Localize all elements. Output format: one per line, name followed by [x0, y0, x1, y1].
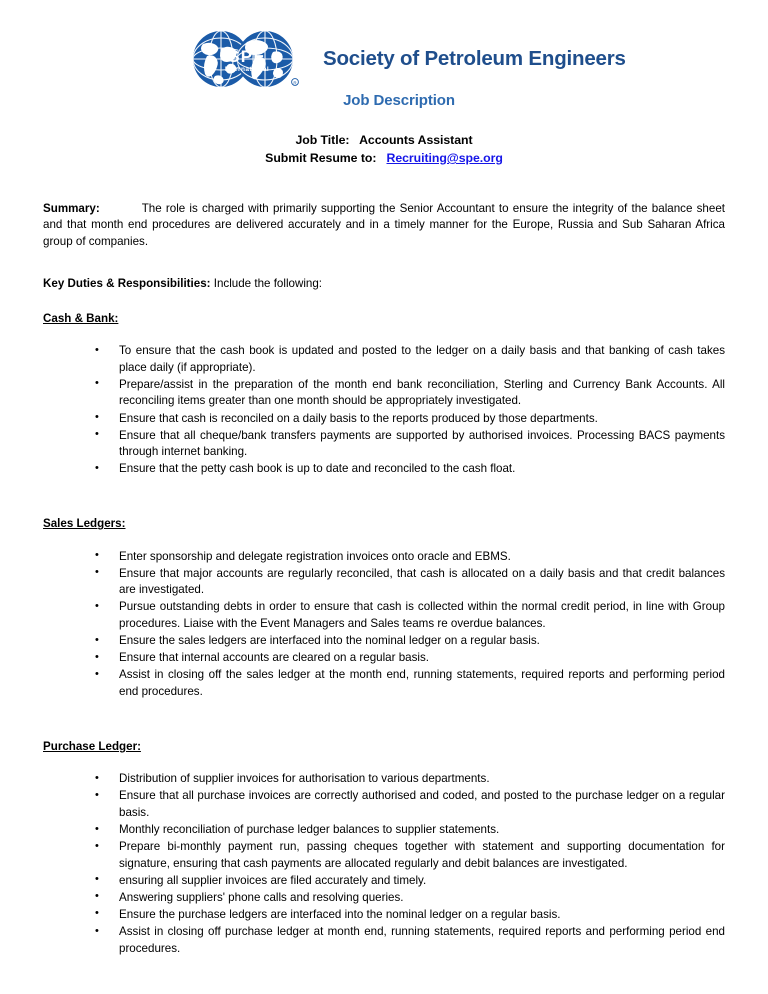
- key-duties-lead-text: Include the following:: [213, 277, 323, 291]
- svg-text:International: International: [224, 66, 270, 73]
- section-heading: Sales Ledgers:: [43, 517, 126, 531]
- list-item: • Assist in closing off the sales ledger at the month end, running statements, required reports and performing period end procedures.: [95, 667, 725, 700]
- submit-resume-label: Submit Resume to:: [265, 151, 377, 165]
- list-item: • Ensure that the petty cash book is up to date and reconciled to the cash float.: [95, 461, 725, 478]
- section-heading: Cash & Bank:: [43, 311, 119, 325]
- list-item: • Enter sponsorship and delegate registration invoices onto oracle and EBMS.: [95, 549, 725, 566]
- spe-globe-logo-icon: [185, 30, 309, 88]
- summary-label: Summary:: [43, 202, 100, 215]
- list-item: • To ensure that the cash book is updated and posted to the ledger on a daily basis and that banking of cash takes place daily (if appropriate).: [95, 343, 725, 376]
- key-duties-label: Key Duties & Responsibilities:: [43, 277, 211, 291]
- svg-text:R: R: [293, 80, 297, 86]
- svg-text:SPE: SPE: [228, 47, 266, 66]
- sales-ledgers-list: [43, 549, 725, 701]
- purchase-ledger-list: [43, 771, 725, 957]
- list-item: • Assist in closing off purchase ledger at month end, running statements, required reports and performing period end procedures.: [95, 924, 725, 957]
- list-item: • Ensure the sales ledgers are interfaced into the nominal ledger on a regular basis.: [95, 633, 725, 650]
- logo-row: [43, 30, 725, 88]
- job-title-label: Job Title:: [295, 133, 350, 147]
- key-duties-lead: [43, 276, 725, 292]
- section-cash-and-bank: [43, 293, 725, 329]
- document-kicker: Job Description: [343, 92, 455, 109]
- section-heading: Purchase Ledger:: [43, 739, 141, 753]
- summary-text: The role is charged with primarily supporting the Senior Accountant to ensure the integrity of the balance sheet and that month end procedures are delivered accurately and in a timely manner for the Europe, Russia and Sub Saharan Africa group of companies.: [43, 202, 725, 248]
- list-item: • Answering suppliers' phone calls and resolving queries.: [95, 890, 725, 907]
- list-item: • Ensure that cash is reconciled on a daily basis to the reports produced by those departments.: [95, 411, 725, 428]
- summary-paragraph: [43, 201, 725, 250]
- list-item: • Ensure that internal accounts are cleared on a regular basis.: [95, 650, 725, 667]
- list-item: • ensuring all supplier invoices are filed accurately and timely.: [95, 873, 725, 890]
- document-header: [43, 0, 725, 165]
- section-sales-ledgers: [43, 498, 725, 534]
- section-purchase-ledger: [43, 721, 725, 757]
- list-item: • Ensure the purchase ledgers are interfaced into the nominal ledger on a regular basis.: [95, 907, 725, 924]
- cash-and-bank-list: [43, 343, 725, 478]
- recruiting-email-link[interactable]: Recruiting@spe.org: [386, 151, 503, 165]
- list-item: • Ensure that all cheque/bank transfers payments are supported by authorised invoices. Processing BACS payments through internet banking.: [95, 428, 725, 461]
- list-item: • Prepare bi-monthly payment run, passing cheques together with statement and supporting documentation for signature, ensuring that cash payments are allocated regularly and debit balances are investigated.: [95, 839, 725, 872]
- list-item: • Monthly reconciliation of purchase ledger balances to supplier statements.: [95, 822, 725, 839]
- list-item: • Ensure that major accounts are regularly reconciled, that cash is allocated on a daily basis and that credit balances are investigated.: [95, 566, 725, 599]
- organization-name: Society of Petroleum Engineers: [323, 47, 626, 70]
- list-item: • Prepare/assist in the preparation of the month end bank reconciliation, Sterling and Currency Bank Accounts. All reconciling items greater than one month should be appropriately investigated.: [95, 377, 725, 410]
- list-item: • Distribution of supplier invoices for authorisation to various departments.: [95, 771, 725, 788]
- job-title-value: Accounts Assistant: [359, 133, 473, 147]
- list-item: • Pursue outstanding debts in order to ensure that cash is collected within the normal credit period, in line with Group procedures. Liaise with the Event Managers and Sales teams re overdue balances.: [95, 599, 725, 632]
- list-item: • Ensure that all purchase invoices are correctly authorised and coded, and posted to the purchase ledger on a regular basis.: [95, 788, 725, 821]
- job-title-line: [295, 133, 472, 147]
- submit-resume-line: [265, 151, 503, 165]
